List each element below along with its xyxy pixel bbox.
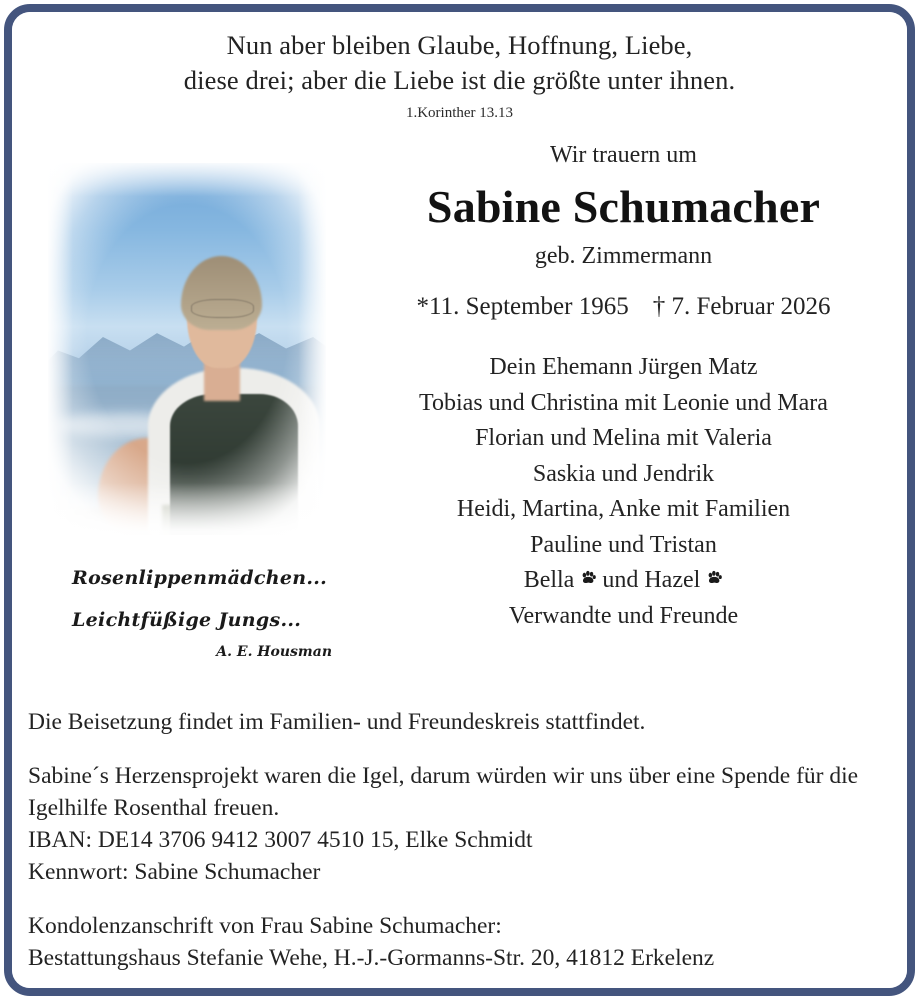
caption-line-1: Rosenlippenmädchen... [72, 567, 328, 589]
photo-caption [48, 557, 338, 661]
death-date: † 7. Februar 2026 [652, 293, 831, 320]
life-dates [352, 292, 895, 322]
pet-name-1: Bella [523, 567, 575, 593]
survivor-line: Pauline und Tristan [530, 531, 717, 558]
survivor-line: Heidi, Martina, Anke mit Familien [456, 496, 791, 522]
verse-source: 1.Korinther 13.13 [405, 105, 514, 121]
paragraph-spacer [28, 888, 890, 910]
survivor-line: Verwandte und Freunde [508, 602, 739, 629]
pets-connector: und [602, 567, 639, 593]
paragraph-spacer [28, 738, 890, 760]
survivor-line: Dein Ehemann Jürgen Matz [489, 354, 758, 380]
verse-line-2: diese drei; aber die Liebe ist die größte unter ihnen. [183, 65, 736, 95]
survivor-line: Tobias und Christina mit Leonie und Mara [419, 389, 828, 416]
caption-line-2: Leichtfüßige Jungs... [72, 609, 302, 631]
survivor-line: Saskia und Jendrik [532, 460, 715, 487]
portrait-photo [48, 163, 326, 535]
verse-line-1: Nun aber bleiben Glaube, Hoffnung, Liebe, [226, 30, 693, 60]
paw-print-icon [580, 569, 602, 591]
donation-note: Sabine´s Herzensprojekt waren die Igel, darum würden wir uns über eine Spende für die Igelhilfe Rosenthal freuen. [28, 763, 859, 821]
pets-survivor-line [352, 563, 895, 599]
photo-column [48, 163, 338, 661]
mourning-intro: Wir trauern um [550, 142, 697, 168]
condolence-address: Bestattungshaus Stefanie Wehe, H.-J.-Gormanns-Str. 20, 41812 Erkelenz [28, 945, 715, 971]
birth-date: *11. September 1965 [416, 293, 629, 320]
memorial-text-column [352, 140, 895, 634]
maiden-name: geb. Zimmermann [534, 243, 713, 269]
verse-block [12, 12, 907, 122]
pet-name-2: Hazel [644, 567, 701, 593]
notice-inner-area [12, 12, 907, 988]
paw-print-icon [706, 569, 723, 591]
middle-section [12, 140, 907, 670]
deceased-name: Sabine Schumacher [426, 181, 821, 232]
iban-line: IBAN: DE14 3706 9412 3007 4510 15, Elke Schmidt [28, 827, 533, 853]
caption-author: A. E. Housman [216, 644, 332, 660]
keyword-line: Kennwort: Sabine Schumacher [28, 859, 321, 885]
burial-note: Die Beisetzung findet im Familien- und Freundeskreis stattfindet. [28, 709, 646, 735]
survivor-line: Florian und Melina mit Valeria [475, 425, 772, 451]
bottom-notes [28, 706, 890, 974]
survivors-list [352, 350, 895, 634]
photo-edge-fade [48, 163, 326, 535]
condolence-label: Kondolenzanschrift von Frau Sabine Schumacher: [28, 913, 502, 939]
